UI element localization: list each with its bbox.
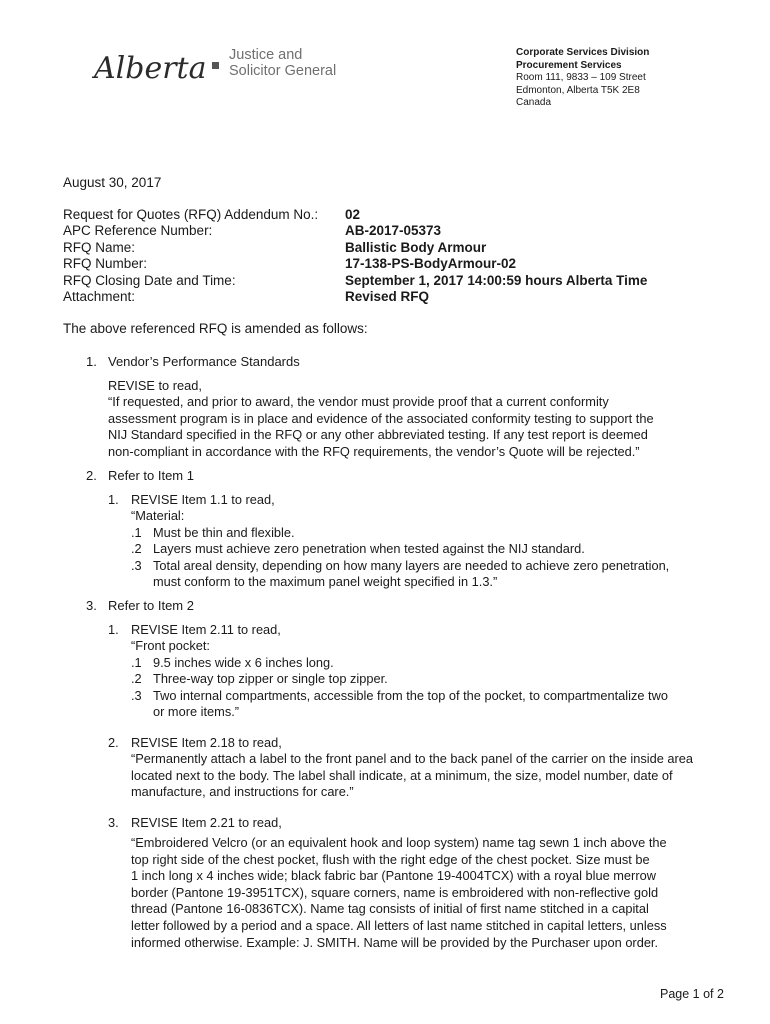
reference-value: 17-138-PS-BodyArmour-02 (345, 256, 517, 272)
section-3-sub-1-lead: “Front pocket: (131, 638, 210, 653)
list-item-text: 9.5 inches wide x 6 inches long. (153, 655, 334, 670)
section-3-sub-1-number: 1. (108, 622, 119, 637)
section-3-sub-1-revise: REVISE Item 2.11 to read, (131, 622, 281, 637)
list-item-number: .3 (131, 558, 142, 573)
body-line: letter followed by a period and a space. All letters of last name stitched in capital letters, unless (131, 917, 667, 933)
section-1-revise: REVISE to read, (108, 378, 202, 393)
letter-date: August 30, 2017 (63, 175, 162, 190)
list-item-number: .1 (131, 525, 142, 540)
reference-value: 02 (345, 207, 361, 222)
logo-ministry-line1: Justice and (229, 47, 303, 63)
list-item-continuation: must conform to the maximum panel weight specified in 1.3.” (153, 574, 498, 589)
section-3-number: 3. (86, 598, 97, 613)
list-item-number: .1 (131, 655, 142, 670)
reference-label: Request for Quotes (RFQ) Addendum No.: (63, 207, 319, 222)
body-line: top right side of the chest pocket, flush with the right edge of the chest pocket. Size must be (131, 851, 650, 867)
body-line: “Embroidered Velcro (or an equivalent hook and loop system) name tag sewn 1 inch above the (131, 835, 667, 850)
body-line: 1 inch long x 4 inches wide; black fabric bar (Pantone 19-4004TCX) with a royal blue merrow (131, 868, 656, 884)
list-item-text: Must be thin and flexible. (153, 525, 295, 540)
reference-row (63, 289, 647, 305)
section-3-sub-2-revise: REVISE Item 2.18 to read, (131, 735, 282, 750)
section-2-title: Refer to Item 1 (108, 468, 194, 483)
section-2-sub-1-lead: “Material: (131, 508, 185, 523)
reference-label: APC Reference Number: (63, 223, 213, 239)
section-1-title: Vendor’s Performance Standards (108, 354, 300, 369)
section-1-number: 1. (86, 354, 97, 369)
list-item-continuation: or more items.” (153, 704, 240, 719)
intro-text: The above referenced RFQ is amended as follows: (63, 321, 368, 336)
reference-row (63, 223, 647, 239)
reference-value: September 1, 2017 14:00:59 hours Alberta Time (345, 272, 648, 288)
reference-row (63, 207, 647, 223)
section-3-sub-3-number: 3. (108, 815, 119, 830)
address-block (516, 47, 649, 110)
body-line: located next to the body. The label shall indicate, at a minimum, the size, model number, date of (131, 767, 673, 783)
body-line: thread (Pantone 16-0836TCX). Name tag consists of initial of first name stitched in a capital (131, 901, 649, 917)
body-line: informed otherwise. Example: J. SMITH. Name will be provided by the Purchaser upon order. (131, 934, 659, 950)
body-line: non-compliant in accordance with the RFQ requirements, the vendor’s Quote will be rejected.” (108, 443, 640, 459)
section-2-sub-1-number: 1. (108, 492, 119, 507)
list-item-text: Total areal density, depending on how many layers are needed to achieve zero penetration, (153, 558, 670, 573)
section-2-number: 2. (86, 468, 97, 483)
reference-value: AB-2017-05373 (345, 223, 442, 239)
address-branch: Procurement Services (516, 59, 622, 71)
reference-label: RFQ Number: (63, 256, 148, 272)
address-city: Edmonton, Alberta T5K 2E8 (516, 84, 640, 96)
alberta-logo (92, 42, 362, 88)
section-3-sub-2-body (131, 751, 725, 801)
address-country: Canada (516, 97, 552, 108)
list-item-text: Three-way top zipper or single top zipper. (153, 671, 388, 686)
list-item-text: Layers must achieve zero penetration when tested against the NIJ standard. (153, 541, 585, 556)
logo-wordmark: Alberta (94, 51, 207, 86)
body-line: NIJ Standard specified in the RFQ or any other abbreviated testing. If any test report is deemed (108, 427, 648, 443)
body-line: “Permanently attach a label to the front panel and to the back panel of the carrier on the inside area (131, 751, 693, 766)
list-item-text: Two internal compartments, accessible from the top of the pocket, to compartmentalize two (153, 688, 668, 703)
list-item-number: .2 (131, 541, 142, 556)
reference-row (63, 240, 647, 256)
reference-label: RFQ Closing Date and Time: (63, 272, 236, 288)
reference-block (63, 207, 647, 305)
body-line: border (Pantone 19-3951TCX), square corners, name is embroidered with non-reflective gold (131, 884, 659, 900)
list-item-number: .3 (131, 688, 142, 703)
section-3-sub-2-number: 2. (108, 735, 119, 750)
section-2-sub-1-revise: REVISE Item 1.1 to read, (131, 492, 275, 507)
reference-value: Revised RFQ (345, 288, 430, 304)
reference-value: Ballistic Body Armour (345, 239, 487, 255)
reference-label: Attachment: (63, 288, 136, 304)
body-line: manufacture, and instructions for care.” (131, 784, 354, 800)
list-item-number: .2 (131, 671, 142, 686)
logo-square-mark (212, 62, 219, 69)
page-number: Page 1 of 2 (660, 987, 724, 1001)
reference-row (63, 273, 647, 289)
reference-row (63, 256, 647, 272)
section-3-sub-3-body (131, 835, 725, 951)
section-3-title: Refer to Item 2 (108, 598, 194, 613)
section-3-sub-3-revise: REVISE Item 2.21 to read, (131, 815, 282, 830)
address-division: Corporate Services Division (516, 47, 650, 58)
address-room: Room 111, 9833 – 109 Street (516, 72, 646, 83)
body-line: assessment program is in place and evidence of the associated conformity testing to support the (108, 410, 654, 426)
body-line: “If requested, and prior to award, the vendor must provide proof that a current conformity (108, 394, 609, 409)
reference-label: RFQ Name: (63, 239, 136, 255)
section-1-body (108, 394, 698, 460)
logo-ministry-line2: Solicitor General (229, 63, 337, 79)
